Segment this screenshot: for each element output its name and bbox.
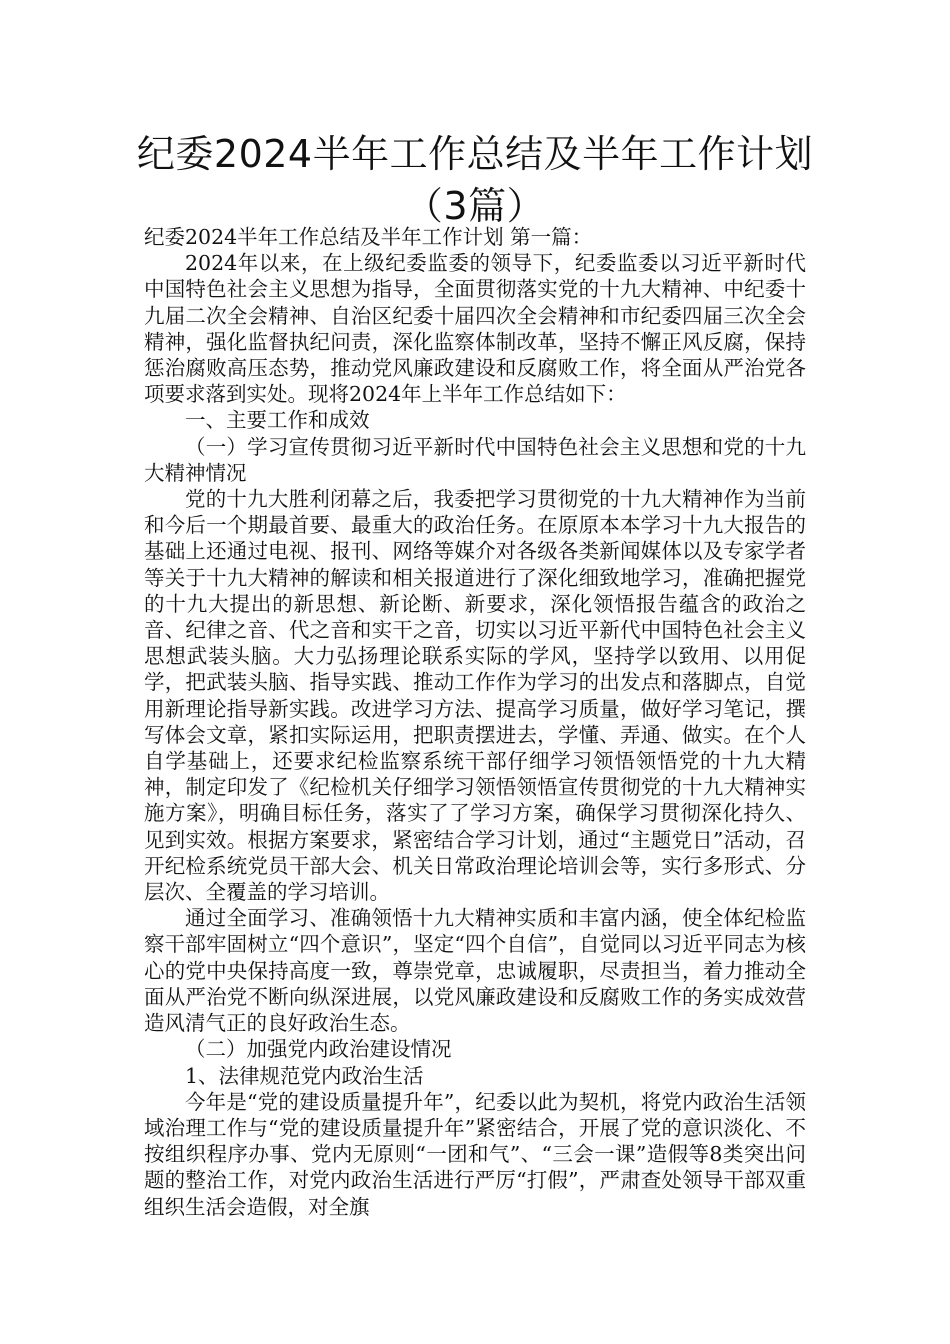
- paragraph: 党的十九大胜利闭幕之后，我委把学习贯彻党的十九大精神作为当前和今后一个期最首要、最重大的政治任务。在原原本本学习十九大报告的基础上还通过电视、报刊、网络等媒介对各级各类新闻媒体以及专家学者等关于十九大精神的解读和相关报道进行了深化细致地学习，准确把握党的十九大提出的新思想、新论断、新要求，深化领悟报告蕴含的政治之音、纪律之音、代之音和实干之音，切实以习近平新代中国特色社会主义思想武装头脑。大力弘扬理论联系实际的学风，坚持学以致用、以用促学，把武装头脑、指导实践、推动工作作为学习的出发点和落脚点，自觉用新理论指导新实践。改进学习方法、提高学习质量，做好学习笔记，撰写体会文章，紧扣实际运用，把职责摆进去，学懂、弄通、做实。在个人自学基础上，还要求纪检监察系统干部仔细学习领悟领悟党的十九大精神，制定印发了《纪检机关仔细学习领悟领悟宣传贯彻党的十九大精神实施方案》，明确目标任务，落实了了学习方案，确保学习贯彻深化持久、见到实效。根据方案要求，紧密结合学习计划，通过“主题党日”活动，召开纪检系统党员干部大会、机关日常政治理论培训会等，实行多形式、分层次、全覆盖的学习培训。: [144, 487, 806, 905]
- document-body: [144, 224, 806, 1220]
- paragraph: （一）学习宣传贯彻习近平新时代中国特色社会主义思想和党的十九大精神情况: [144, 434, 806, 485]
- paragraph: 1、法律规范党内政治生活: [185, 1063, 424, 1088]
- paragraph: 通过全面学习、准确领悟十九大精神实质和丰富内涵，使全体纪检监察干部牢固树立“四个意识”，坚定“四个自信”，自觉同以习近平同志为核心的党中央保持高度一致，尊崇党章，忠诚履职，尽责担当，着力推动全面从严治党不断向纵深进展，以党风廉政建设和反腐败工作的务实成效营造风清气正的良好政治生态。: [144, 906, 806, 1036]
- paragraph: 纪委2024半年工作总结及半年工作计划 第一篇：: [144, 225, 593, 249]
- paragraph: （二）加强党内政治建设情况: [185, 1037, 452, 1062]
- paragraph: 一、主要工作和成效: [185, 408, 370, 433]
- paragraph: 今年是“党的建设质量提升年”，纪委以此为契机，将党内政治生活领域治理工作与“党的建设质量提升年”紧密结合，开展了党的意识淡化、不按组织程序办事、党内无原则“一团和气”、“三会一课”造假等8类突出问题的整治工作，对党内政治生活进行严厉“打假”，严肃查处领导干部双重组织生活会造假，对全旗: [144, 1089, 806, 1219]
- document-title: 纪委2024半年工作总结及半年工作计划（3篇）: [136, 132, 814, 228]
- paragraph: 2024年以来，在上级纪委监委的领导下，纪委监委以习近平新时代中国特色社会主义思想为指导，全面贯彻落实党的十九大精神、中纪委十九届二次全会精神、自治区纪委十届四次全会精神和市纪委四届三次全会精神，强化监督执纪问责，深化监察体制改革，坚持不懈正风反腐，保持惩治腐败高压态势，推动党风廉政建设和反腐败工作，将全面从严治党各项要求落到实处。现将2024年上半年工作总结如下：: [144, 251, 806, 407]
